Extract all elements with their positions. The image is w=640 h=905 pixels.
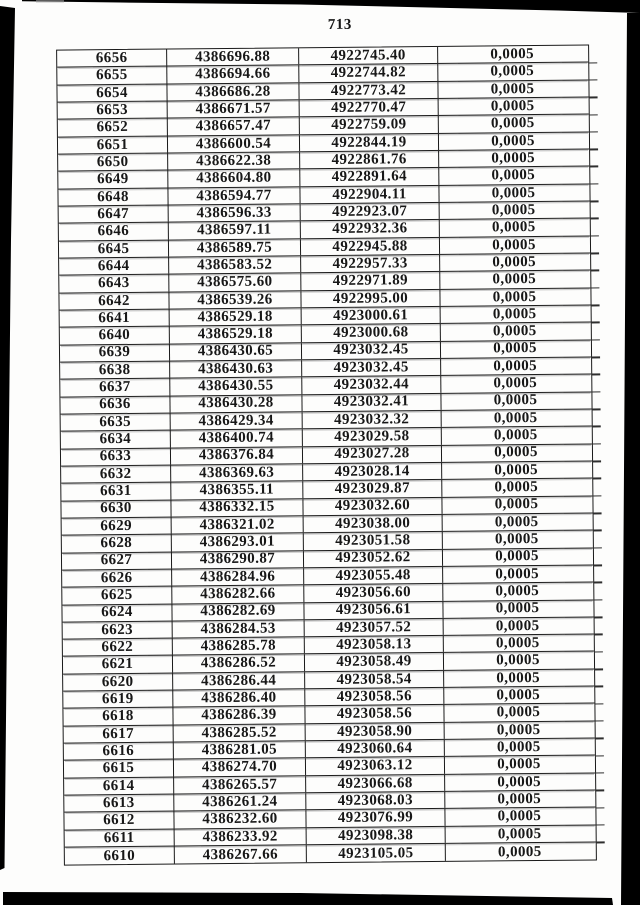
tolerance-cell: 0,0005 bbox=[495, 600, 540, 617]
page-number: 713 bbox=[327, 16, 352, 34]
x-coordinate-cell: 4386281.05 bbox=[174, 741, 306, 759]
tolerance-cell: 0,0005 bbox=[496, 704, 541, 721]
y-coordinate-cell: 4923055.48 bbox=[304, 567, 443, 585]
x-coordinate-cell: 4386400.74 bbox=[171, 429, 303, 447]
x-coordinate-cell: 4386284.96 bbox=[172, 568, 304, 586]
x-coordinate-cell: 4386597.11 bbox=[169, 222, 301, 240]
x-coordinate-cell: 4386671.57 bbox=[168, 100, 300, 118]
point-id-cell: 6626 bbox=[62, 569, 172, 586]
x-coordinate-cell: 4386696.88 bbox=[167, 48, 299, 66]
tolerance-cell: 0,0005 bbox=[491, 184, 536, 201]
tolerance-cell: 0,0005 bbox=[496, 652, 540, 669]
tolerance-cell: 0,0005 bbox=[497, 825, 542, 843]
tolerance-cell: 0,0005 bbox=[496, 721, 541, 739]
y-coordinate-cell: 4922957.33 bbox=[301, 255, 440, 273]
y-coordinate-cell: 4922995.00 bbox=[301, 290, 440, 308]
tolerance-cell: 0,0005 bbox=[490, 63, 535, 80]
y-coordinate-cell: 4923058.90 bbox=[306, 723, 445, 741]
y-coordinate-cell: 4923098.38 bbox=[307, 827, 446, 845]
y-coordinate-cell: 4922923.07 bbox=[301, 203, 440, 221]
tolerance-cell: 0,0005 bbox=[494, 444, 538, 461]
x-coordinate-cell: 4386429.34 bbox=[171, 412, 303, 430]
tolerance-cell: 0,0005 bbox=[495, 548, 539, 565]
x-coordinate-cell: 4386430.55 bbox=[170, 377, 302, 395]
x-coordinate-cell: 4386657.47 bbox=[168, 118, 300, 136]
point-id-cell: 6628 bbox=[62, 535, 172, 552]
y-coordinate-cell: 4923032.41 bbox=[302, 393, 441, 411]
point-id-cell: 6637 bbox=[60, 379, 170, 396]
y-coordinate-cell: 4923057.52 bbox=[305, 619, 444, 637]
tolerance-cell: 0,0005 bbox=[491, 149, 536, 167]
x-coordinate-cell: 4386332.15 bbox=[171, 499, 303, 517]
tolerance-cell: 0,0005 bbox=[495, 565, 540, 583]
y-coordinate-cell: 4923058.49 bbox=[305, 653, 444, 671]
coordinates-table bbox=[56, 44, 597, 866]
point-id-cell: 6621 bbox=[63, 656, 173, 673]
tolerance-cell: 0,0005 bbox=[494, 461, 539, 479]
y-coordinate-cell: 4922844.19 bbox=[300, 134, 439, 152]
point-id-cell: 6638 bbox=[60, 361, 170, 378]
point-id-cell: 6644 bbox=[59, 257, 169, 274]
point-id-cell: 6648 bbox=[58, 188, 168, 205]
y-coordinate-cell: 4923056.60 bbox=[304, 584, 443, 602]
x-coordinate-cell: 4386274.70 bbox=[174, 759, 306, 777]
tolerance-cell: 0,0005 bbox=[492, 271, 537, 288]
table-row bbox=[65, 843, 596, 865]
point-id-cell: 6649 bbox=[58, 171, 168, 188]
x-coordinate-cell: 4386284.53 bbox=[173, 620, 305, 638]
point-id-cell: 6653 bbox=[58, 102, 168, 119]
x-coordinate-cell: 4386596.33 bbox=[169, 204, 301, 222]
point-id-cell: 6635 bbox=[61, 413, 171, 430]
x-coordinate-cell: 4386232.60 bbox=[174, 811, 306, 829]
point-id-cell: 6627 bbox=[62, 552, 172, 569]
tolerance-cell: 0,0005 bbox=[492, 253, 537, 271]
tolerance-cell: 0,0005 bbox=[490, 45, 535, 63]
tolerance-cell: 0,0005 bbox=[495, 635, 540, 652]
point-id-cell: 6645 bbox=[59, 240, 169, 257]
point-id-cell: 6622 bbox=[63, 639, 173, 656]
tolerance-cell: 0,0005 bbox=[496, 669, 541, 687]
x-coordinate-cell: 4386369.63 bbox=[171, 464, 303, 482]
point-id-cell: 6614 bbox=[64, 777, 174, 794]
tolerance-cell: 0,0005 bbox=[492, 236, 536, 253]
y-coordinate-cell: 4923063.12 bbox=[306, 757, 445, 775]
tolerance-cell: 0,0005 bbox=[497, 756, 541, 773]
point-id-cell: 6618 bbox=[63, 708, 173, 725]
point-id-cell: 6620 bbox=[63, 673, 173, 690]
y-coordinate-cell: 4923038.00 bbox=[304, 515, 443, 533]
y-coordinate-cell: 4923052.62 bbox=[304, 549, 443, 567]
point-id-cell: 6630 bbox=[61, 500, 171, 517]
y-coordinate-cell: 4923076.99 bbox=[306, 809, 445, 827]
tolerance-cell: 0,0005 bbox=[497, 773, 542, 791]
y-coordinate-cell: 4922904.11 bbox=[300, 186, 439, 204]
x-coordinate-cell: 4386376.84 bbox=[171, 447, 303, 465]
x-coordinate-cell: 4386321.02 bbox=[172, 516, 304, 534]
point-id-cell: 6617 bbox=[64, 725, 174, 742]
y-coordinate-cell: 4923105.05 bbox=[307, 844, 446, 863]
y-coordinate-cell: 4923032.45 bbox=[302, 342, 441, 360]
tolerance-cell: 0,0005 bbox=[490, 80, 535, 98]
x-coordinate-cell: 4386293.01 bbox=[172, 533, 304, 551]
x-coordinate-cell: 4386285.78 bbox=[173, 637, 305, 655]
y-coordinate-cell: 4923068.03 bbox=[306, 792, 445, 810]
point-id-cell: 6613 bbox=[64, 795, 174, 812]
tolerance-cell: 0,0005 bbox=[494, 496, 539, 513]
tolerance-cell: 0,0005 bbox=[497, 808, 542, 825]
x-coordinate-cell: 4386286.44 bbox=[173, 672, 305, 690]
point-id-cell: 6632 bbox=[61, 465, 171, 482]
tolerance-cell: 0,0005 bbox=[491, 132, 535, 149]
y-coordinate-cell: 4923056.61 bbox=[304, 601, 443, 619]
y-coordinate-cell: 4923032.60 bbox=[303, 497, 442, 515]
tolerance-cell: 0,0005 bbox=[492, 305, 537, 323]
tolerance-cell: 0,0005 bbox=[495, 617, 540, 635]
point-id-cell: 6654 bbox=[57, 84, 167, 101]
tolerance-cell: 0,0005 bbox=[491, 201, 536, 219]
x-coordinate-cell: 4386267.66 bbox=[175, 845, 307, 864]
tolerance-cell: 0,0005 bbox=[493, 375, 538, 392]
tolerance-cell: 0,0005 bbox=[494, 479, 539, 496]
x-coordinate-cell: 4386261.24 bbox=[174, 793, 306, 811]
point-id-cell: 6636 bbox=[60, 396, 170, 413]
tolerance-cell: 0,0005 bbox=[492, 288, 537, 305]
tolerance-cell: 0,0005 bbox=[495, 583, 540, 600]
point-id-cell: 6650 bbox=[58, 154, 168, 171]
point-id-cell: 6619 bbox=[63, 691, 173, 708]
point-id-cell: 6634 bbox=[61, 431, 171, 448]
point-id-cell: 6647 bbox=[59, 205, 169, 222]
x-coordinate-cell: 4386285.52 bbox=[174, 724, 306, 742]
point-id-cell: 6631 bbox=[61, 483, 171, 500]
point-id-cell: 6629 bbox=[62, 517, 172, 534]
y-coordinate-cell: 4923029.58 bbox=[303, 428, 442, 446]
point-id-cell: 6612 bbox=[64, 812, 174, 829]
x-coordinate-cell: 4386282.66 bbox=[172, 585, 304, 603]
tolerance-cell: 0,0005 bbox=[497, 843, 542, 860]
point-id-cell: 6610 bbox=[65, 847, 175, 865]
tolerance-cell: 0,0005 bbox=[497, 791, 542, 808]
x-coordinate-cell: 4386430.65 bbox=[170, 343, 302, 361]
y-coordinate-cell: 4922945.88 bbox=[301, 238, 440, 256]
point-id-cell: 6623 bbox=[63, 621, 173, 638]
y-coordinate-cell: 4922971.89 bbox=[301, 272, 440, 290]
x-coordinate-cell: 4386529.18 bbox=[170, 308, 302, 326]
y-coordinate-cell: 4922745.40 bbox=[299, 47, 438, 65]
y-coordinate-cell: 4923051.58 bbox=[304, 532, 443, 550]
point-id-cell: 6641 bbox=[60, 309, 170, 326]
point-id-cell: 6625 bbox=[62, 587, 172, 604]
y-coordinate-cell: 4923060.64 bbox=[306, 740, 445, 758]
tolerance-cell: 0,0005 bbox=[492, 323, 537, 340]
x-coordinate-cell: 4386233.92 bbox=[175, 828, 307, 846]
y-coordinate-cell: 4923058.56 bbox=[305, 705, 444, 723]
y-coordinate-cell: 4923000.68 bbox=[302, 324, 441, 342]
x-coordinate-cell: 4386282.69 bbox=[172, 603, 304, 621]
tolerance-cell: 0,0005 bbox=[493, 340, 537, 357]
tolerance-cell: 0,0005 bbox=[496, 687, 541, 704]
tolerance-cell: 0,0005 bbox=[494, 513, 539, 531]
x-coordinate-cell: 4386430.28 bbox=[170, 395, 302, 413]
y-coordinate-cell: 4923000.61 bbox=[302, 307, 441, 325]
x-coordinate-cell: 4386355.11 bbox=[171, 481, 303, 499]
tolerance-cell: 0,0005 bbox=[490, 115, 535, 132]
y-coordinate-cell: 4922744.82 bbox=[299, 64, 438, 82]
tolerance-cell: 0,0005 bbox=[496, 739, 541, 756]
point-id-cell: 6642 bbox=[59, 292, 169, 309]
y-coordinate-cell: 4923058.54 bbox=[305, 671, 444, 689]
x-coordinate-cell: 4386286.40 bbox=[173, 689, 305, 707]
tolerance-cell: 0,0005 bbox=[493, 409, 538, 427]
x-coordinate-cell: 4386600.54 bbox=[168, 135, 300, 153]
point-id-cell: 6639 bbox=[60, 344, 170, 361]
y-coordinate-cell: 4923032.44 bbox=[302, 376, 441, 394]
y-coordinate-cell: 4923032.32 bbox=[303, 411, 442, 429]
x-coordinate-cell: 4386694.66 bbox=[167, 66, 299, 84]
point-id-cell: 6611 bbox=[65, 829, 175, 846]
tolerance-cell: 0,0005 bbox=[494, 531, 539, 548]
point-id-cell: 6616 bbox=[64, 743, 174, 760]
x-coordinate-cell: 4386575.60 bbox=[169, 274, 301, 292]
x-coordinate-cell: 4386290.87 bbox=[172, 551, 304, 569]
tolerance-cell: 0,0005 bbox=[491, 167, 536, 184]
x-coordinate-cell: 4386604.80 bbox=[168, 170, 300, 188]
x-coordinate-cell: 4386589.75 bbox=[169, 239, 301, 257]
y-coordinate-cell: 4923032.45 bbox=[302, 359, 441, 377]
point-id-cell: 6652 bbox=[58, 119, 168, 136]
y-coordinate-cell: 4923058.13 bbox=[305, 636, 444, 654]
y-coordinate-cell: 4923029.87 bbox=[303, 480, 442, 498]
y-coordinate-cell: 4922861.76 bbox=[300, 151, 439, 169]
tolerance-cell: 0,0005 bbox=[493, 427, 538, 444]
point-id-cell: 6615 bbox=[64, 760, 174, 777]
y-coordinate-cell: 4922773.42 bbox=[299, 82, 438, 100]
x-coordinate-cell: 4386686.28 bbox=[167, 83, 299, 101]
y-coordinate-cell: 4922891.64 bbox=[300, 168, 439, 186]
tolerance-cell: 0,0005 bbox=[493, 357, 538, 375]
x-coordinate-cell: 4386430.63 bbox=[170, 360, 302, 378]
x-coordinate-cell: 4386594.77 bbox=[168, 187, 300, 205]
point-id-cell: 6624 bbox=[62, 604, 172, 621]
point-id-cell: 6651 bbox=[58, 136, 168, 153]
tolerance-cell: 0,0005 bbox=[490, 97, 535, 115]
y-coordinate-cell: 4923028.14 bbox=[303, 463, 442, 481]
point-id-cell: 6655 bbox=[57, 67, 167, 84]
point-id-cell: 6646 bbox=[59, 223, 169, 240]
tolerance-cell: 0,0005 bbox=[491, 219, 536, 236]
tolerance-cell: 0,0005 bbox=[493, 392, 538, 409]
point-id-cell: 6640 bbox=[60, 327, 170, 344]
point-id-cell: 6633 bbox=[61, 448, 171, 465]
y-coordinate-cell: 4922932.36 bbox=[301, 220, 440, 238]
x-coordinate-cell: 4386529.18 bbox=[170, 326, 302, 344]
x-coordinate-cell: 4386622.38 bbox=[168, 152, 300, 170]
y-coordinate-cell: 4923058.56 bbox=[305, 688, 444, 706]
x-coordinate-cell: 4386583.52 bbox=[169, 256, 301, 274]
y-coordinate-cell: 4922759.09 bbox=[300, 116, 439, 134]
y-coordinate-cell: 4923027.28 bbox=[303, 445, 442, 463]
x-coordinate-cell: 4386265.57 bbox=[174, 776, 306, 794]
x-coordinate-cell: 4386286.52 bbox=[173, 655, 305, 673]
point-id-cell: 6643 bbox=[59, 275, 169, 292]
point-id-cell: 6656 bbox=[57, 50, 167, 67]
y-coordinate-cell: 4922770.47 bbox=[300, 99, 439, 117]
x-coordinate-cell: 4386539.26 bbox=[169, 291, 301, 309]
y-coordinate-cell: 4923066.68 bbox=[306, 775, 445, 793]
x-coordinate-cell: 4386286.39 bbox=[173, 707, 305, 725]
